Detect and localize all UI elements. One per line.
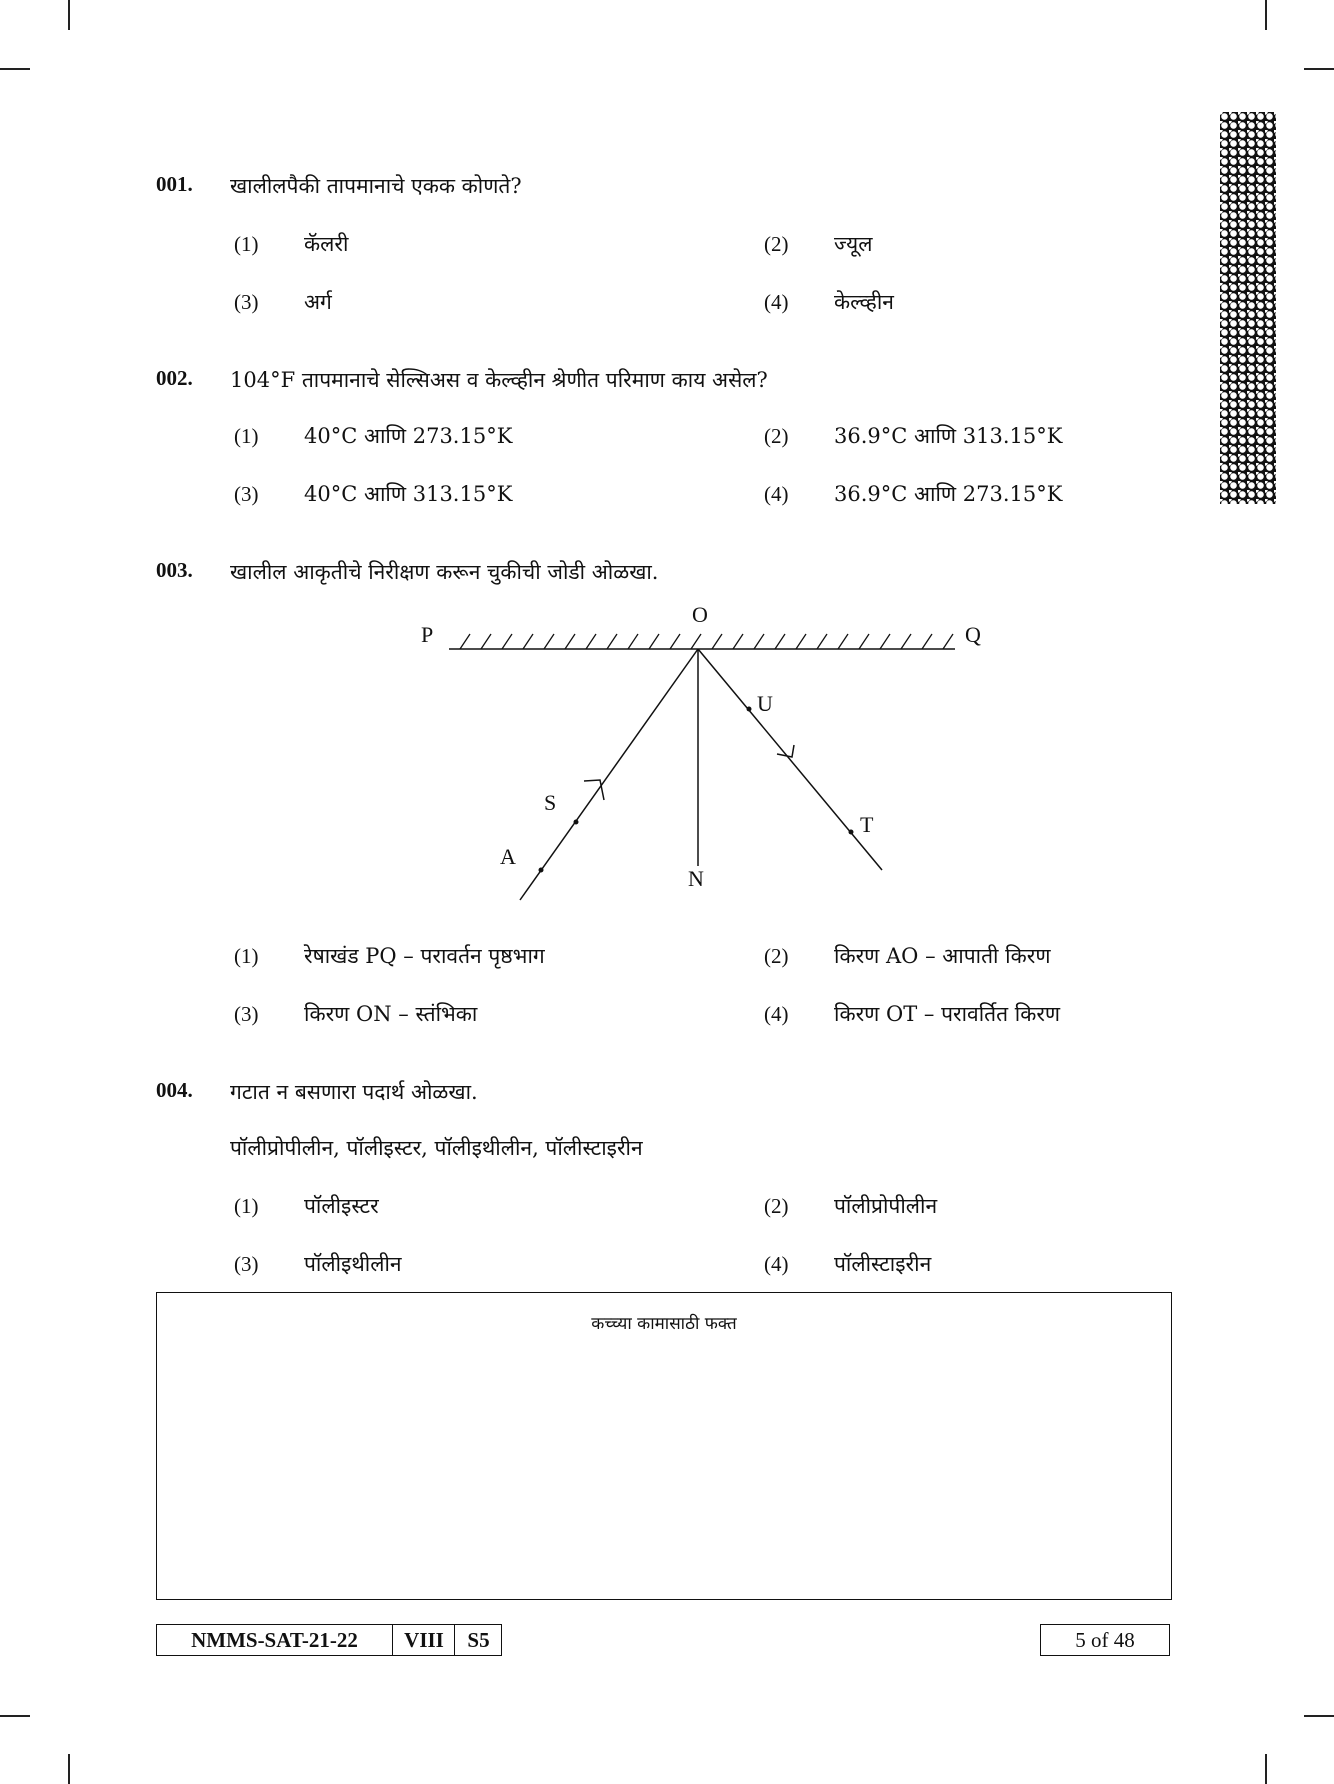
label-a: A	[500, 844, 516, 869]
option-number: (1)	[234, 232, 259, 256]
incident-arrow	[584, 780, 604, 800]
option-text: अर्ग	[304, 290, 332, 314]
incident-ray	[520, 649, 698, 900]
question-text: खालील आकृतीचे निरीक्षण करून चुकीची जोडी ओळखा.	[230, 560, 659, 584]
question-subtext: पॉलीप्रोपीलीन, पॉलीइस्टर, पॉलीइथीलीन, पॉलीस्टाइरीन	[230, 1136, 643, 1160]
option-text: 40°C आणि 313.15°K	[304, 482, 513, 506]
option-text: किरण ON – स्तंभिका	[304, 1002, 478, 1026]
point-t	[849, 830, 854, 835]
label-p: P	[421, 622, 434, 647]
option-text: रेषाखंड PQ – परावर्तन पृष्ठभाग	[304, 944, 545, 968]
option-text: पॉलीइस्टर	[304, 1194, 379, 1218]
label-t: T	[860, 812, 874, 837]
rough-work-title: कच्च्या कामासाठी फक्त	[591, 1314, 737, 1334]
label-n: N	[688, 866, 704, 891]
option-number: (1)	[234, 424, 259, 448]
option-number: (1)	[234, 944, 259, 968]
question-number: 004.	[156, 1078, 193, 1102]
option-number: (3)	[234, 1002, 259, 1026]
option-number: (2)	[764, 944, 789, 968]
option-2[interactable]	[764, 942, 1051, 970]
page-number: 5 of 48	[1040, 1624, 1170, 1656]
crop-mark	[1304, 1715, 1334, 1717]
crop-mark	[68, 1754, 70, 1784]
option-text: कॅलरी	[304, 232, 349, 256]
option-number: (3)	[234, 290, 259, 314]
option-1[interactable]	[234, 1192, 379, 1220]
mirror-hatching	[460, 634, 953, 649]
question-number: 001.	[156, 172, 193, 196]
option-text: केल्व्हीन	[834, 290, 894, 314]
option-number: (3)	[234, 1252, 259, 1276]
option-text: 36.9°C आणि 313.15°K	[834, 424, 1063, 448]
option-text: ज्यूल	[834, 232, 873, 256]
crop-mark	[1265, 1754, 1267, 1784]
option-number: (2)	[764, 232, 789, 256]
option-number: (3)	[234, 482, 259, 506]
option-text: किरण OT – परावर्तित किरण	[834, 1002, 1061, 1026]
option-text: 40°C आणि 273.15°K	[304, 424, 513, 448]
point-s	[574, 820, 579, 825]
option-1[interactable]	[234, 942, 545, 970]
question-text: गटात न बसणारा पदार्थ ओळखा.	[230, 1080, 478, 1104]
option-number: (4)	[764, 482, 789, 506]
point-u	[747, 707, 752, 712]
option-number: (4)	[764, 1002, 789, 1026]
label-q: Q	[965, 622, 981, 647]
question-text: 104°F तापमानाचे सेल्सिअस व केल्व्हीन श्रेणीत परिमाण काय असेल?	[230, 368, 768, 392]
option-number: (4)	[764, 1252, 789, 1276]
label-o: O	[692, 602, 708, 627]
option-text: पॉलीप्रोपीलीन	[834, 1194, 938, 1218]
crop-mark	[0, 1715, 30, 1717]
option-text: पॉलीइथीलीन	[304, 1252, 402, 1276]
option-4[interactable]	[764, 1250, 931, 1278]
option-4[interactable]	[764, 1000, 1060, 1028]
exam-set: S5	[467, 1628, 490, 1652]
option-text: 36.9°C आणि 273.15°K	[834, 482, 1063, 506]
exam-code: NMMS-SAT-21-22	[157, 1625, 393, 1655]
question-text: खालीलपैकी तापमानाचे एकक कोणते?	[230, 174, 522, 198]
option-number: (2)	[764, 424, 789, 448]
option-2[interactable]	[764, 1192, 937, 1220]
point-a	[539, 868, 544, 873]
exam-class: VIII	[394, 1625, 455, 1655]
option-number: (2)	[764, 1194, 789, 1218]
rough-work-box[interactable]	[156, 1292, 1172, 1600]
option-text: पॉलीस्टाइरीन	[834, 1252, 932, 1276]
option-3[interactable]	[234, 1250, 402, 1278]
reflected-ray	[698, 649, 882, 870]
label-u: U	[757, 691, 773, 716]
option-3[interactable]	[234, 1000, 477, 1028]
exam-code-box	[156, 1624, 502, 1656]
option-number: (4)	[764, 290, 789, 314]
option-number: (1)	[234, 1194, 259, 1218]
question-number: 003.	[156, 558, 193, 582]
question-number: 002.	[156, 366, 193, 390]
label-s: S	[544, 790, 557, 815]
option-text: किरण AO – आपाती किरण	[834, 944, 1051, 968]
